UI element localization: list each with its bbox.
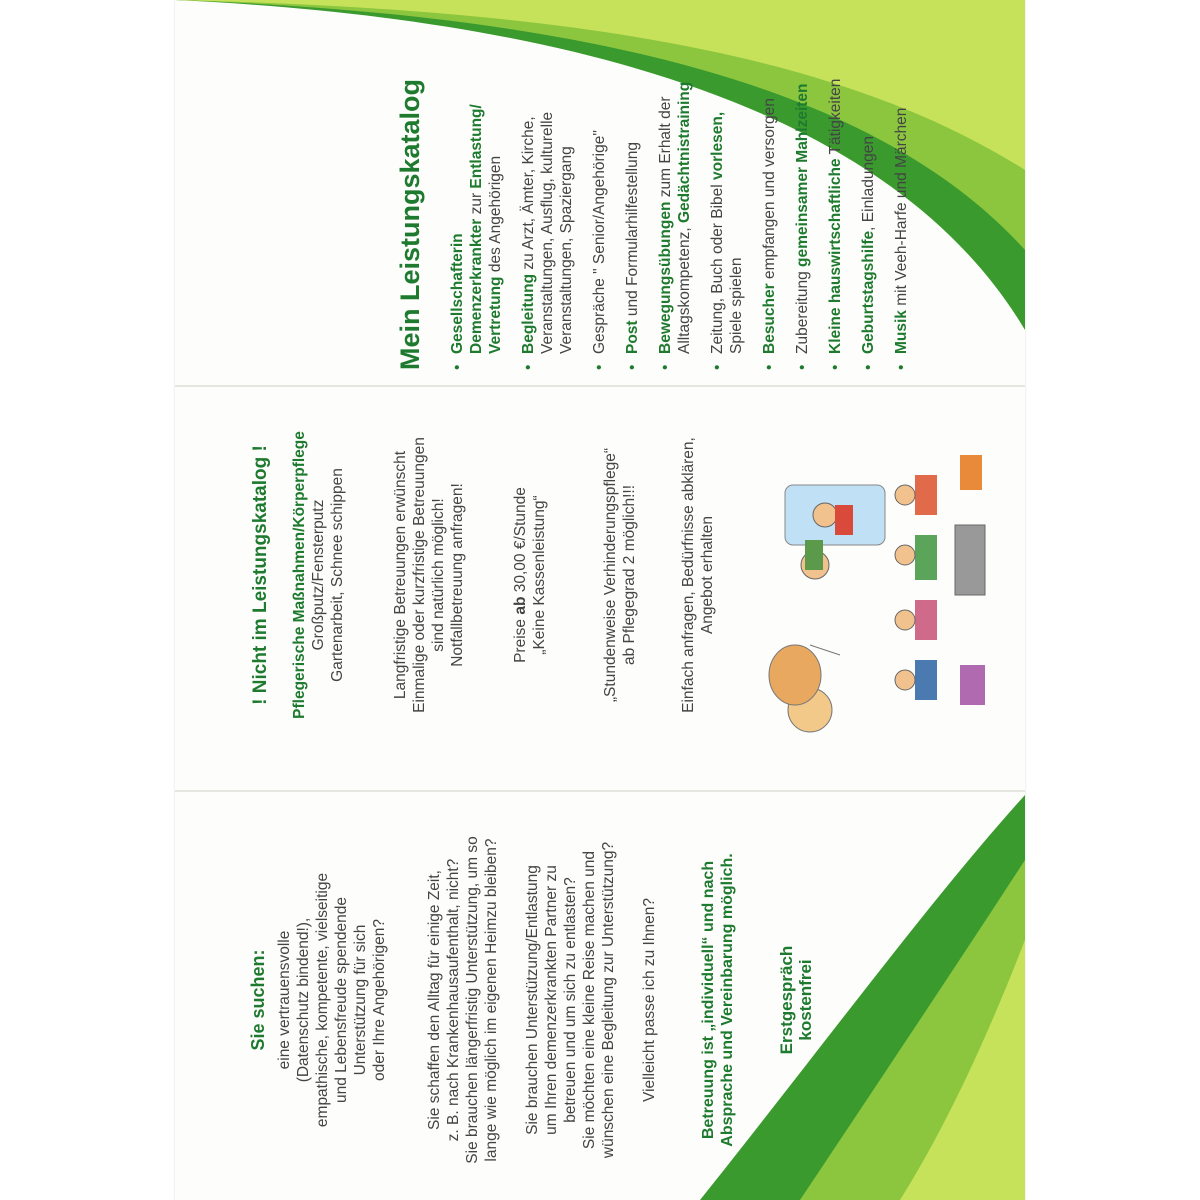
intro-line: eine vertrauensvolle bbox=[276, 930, 293, 1070]
catalog-item-text: , Einladungen bbox=[860, 136, 877, 231]
person-couple-boat-icon bbox=[785, 485, 885, 579]
catalog-item-highlight: Geburtstagshilfe bbox=[860, 230, 877, 354]
catalog-item-highlight: Bewegungsübungen bbox=[657, 201, 674, 354]
person-grandma-icon bbox=[769, 645, 840, 732]
excluded-list bbox=[290, 390, 347, 760]
catalog-item-text: Zubereitung bbox=[794, 266, 811, 354]
question-line: um Ihren demenzerkrankten Partner zu bbox=[543, 865, 560, 1135]
question-line: lange wie möglich im eigenen Heimzu bleiben? bbox=[483, 838, 500, 1162]
catalog-item bbox=[623, 30, 642, 370]
catalog-item-highlight: Besucher bbox=[761, 283, 778, 354]
search-question-1 bbox=[425, 810, 501, 1190]
catalog-item bbox=[519, 30, 576, 370]
search-title: Sie suchen: bbox=[248, 949, 268, 1051]
question-line: Sie möchten eine kleine Reise machen und bbox=[581, 850, 598, 1150]
catalog-item-text: Veranstaltungen, Ausflug, kulturelle bbox=[539, 111, 556, 354]
request-text bbox=[679, 390, 717, 760]
catalog-item bbox=[590, 30, 609, 370]
catalog-item-text: und Formularhilfestellung bbox=[624, 142, 641, 321]
catalog-item-highlight: Gedächtnistraining bbox=[676, 81, 693, 224]
excluded-line-cleaning: Großputz/Fensterputz bbox=[310, 499, 327, 651]
price-bold: ab bbox=[512, 596, 529, 615]
question-line: wünschen eine Begleitung zur Unterstützung? bbox=[600, 841, 617, 1159]
catalog-item-text: empfangen und versorgen bbox=[761, 98, 778, 284]
catalog-item-text: Gespräche " Senior/Angehörige" bbox=[591, 130, 608, 354]
catalog-item-text: Spiele spielen bbox=[728, 257, 745, 354]
intro-line: und Lebensfreude spendende bbox=[333, 897, 350, 1103]
person-group-icon bbox=[895, 455, 985, 705]
long-term-line: Notfallbetreuung anfragen! bbox=[449, 483, 466, 667]
intro-line: oder Ihre Angehörigen? bbox=[371, 918, 388, 1082]
catalog-item-highlight: Kleine hauswirtschaftliche bbox=[827, 158, 844, 354]
intro-line: (Datenschutz bindend!), bbox=[295, 917, 312, 1083]
search-panel bbox=[248, 810, 815, 1190]
intro-line: empathische, kompetente, vielseitige bbox=[314, 872, 331, 1128]
search-intro bbox=[275, 810, 389, 1190]
note-line: Betreuung ist „individuell“ und nach bbox=[700, 860, 717, 1140]
catalog-item bbox=[859, 30, 878, 370]
catalog-item-highlight: Entlastung/ bbox=[468, 104, 485, 189]
search-question-3: Vielleicht passe ich zu Ihnen? bbox=[641, 898, 658, 1102]
price-note: „Keine Kassenleistung“ bbox=[531, 495, 548, 655]
catalog-item bbox=[656, 30, 694, 370]
catalog-item-highlight: gemeinsamer Mahlzeiten bbox=[794, 83, 811, 267]
price-prefix: Preise bbox=[512, 614, 529, 663]
catalog-item-highlight: Gesellschafterin bbox=[449, 233, 466, 354]
hourly-line: „Stundenweise Verhinderungspflege“ bbox=[602, 447, 619, 703]
free-line: kostenfrei bbox=[796, 959, 815, 1041]
note-line: Absprache und Vereinbarung möglich. bbox=[719, 853, 736, 1147]
catalog-item-text: zur bbox=[468, 188, 485, 219]
search-question-2 bbox=[523, 810, 618, 1190]
catalog-item-highlight: vorlesen, bbox=[709, 111, 726, 180]
price-value: 30,00 €/Stunde bbox=[512, 487, 529, 597]
catalog-item-text: Zeitung, Buch oder Bibel bbox=[709, 179, 726, 354]
question-line: betreuen und um sich zu entlasten? bbox=[562, 877, 579, 1123]
catalog-item-text: zum Erhalt der bbox=[657, 96, 674, 202]
catalog-item bbox=[448, 30, 505, 370]
catalog-list bbox=[448, 30, 911, 370]
excluded-panel bbox=[250, 390, 810, 760]
catalog-item-text: Veranstaltungen, Spaziergang bbox=[558, 146, 575, 354]
question-line: z. B. nach Krankenhausaufenthalt, nicht? bbox=[445, 858, 462, 1142]
hourly-care-text bbox=[601, 390, 639, 760]
excluded-line-care: Pflegerische Maßnahmen/Körperpflege bbox=[291, 431, 308, 719]
long-term-text bbox=[391, 390, 467, 760]
question-line: Sie schaffen den Alltag für einige Zeit, bbox=[426, 870, 443, 1130]
long-term-line: sind natürlich möglich! bbox=[430, 498, 447, 652]
catalog-item bbox=[760, 30, 779, 370]
free-consultation bbox=[777, 810, 815, 1190]
request-line: Einfach anfragen, Bedürfnisse abklären, bbox=[680, 437, 697, 713]
catalog-item bbox=[826, 30, 845, 370]
catalog-item-text: Alltagskompetenz, bbox=[676, 223, 693, 354]
catalog-item-text: zu Arzt, Ämter, Kirche, bbox=[520, 116, 537, 274]
catalog-item-highlight: Begleitung bbox=[520, 273, 537, 354]
catalog-item bbox=[793, 30, 812, 370]
question-line: Sie brauchen Unterstützung/Entlastung bbox=[524, 865, 541, 1135]
free-line: Erstgespräch bbox=[777, 945, 796, 1055]
catalog-item-highlight: Vertretung bbox=[487, 276, 504, 354]
long-term-line: Einmalige oder kurzfristige Betreuungen bbox=[411, 437, 428, 713]
catalog-item bbox=[892, 30, 911, 370]
excluded-line-garden: Gartenarbeit, Schnee schippen bbox=[329, 468, 346, 682]
question-line: Sie brauchen längerfristig Unterstützung, um so bbox=[464, 836, 481, 1164]
intro-line: Unterstützung für sich bbox=[352, 924, 369, 1076]
catalog-item-highlight: Demenzerkrankter bbox=[468, 218, 485, 354]
catalog-item-text: Tätigkeiten bbox=[827, 78, 844, 159]
excluded-title: ! Nicht im Leistungskatalog ! bbox=[250, 445, 271, 705]
individual-care-note bbox=[699, 810, 737, 1190]
catalog-panel bbox=[395, 30, 995, 370]
price-text bbox=[511, 390, 549, 760]
hourly-line: ab Pflegegrad 2 möglich!!! bbox=[621, 484, 638, 666]
request-line: Angebot erhalten bbox=[699, 515, 716, 635]
catalog-item-text: des Angehörigen bbox=[487, 155, 504, 277]
catalog-item-highlight: Post bbox=[624, 320, 641, 354]
catalog-title: Mein Leistungskatalog bbox=[395, 78, 425, 370]
people-illustration bbox=[765, 415, 1000, 745]
catalog-item bbox=[708, 30, 746, 370]
catalog-item-text: mit Veeh-Harfe und Märchen bbox=[893, 107, 910, 311]
catalog-item-highlight: Musik bbox=[893, 310, 910, 354]
long-term-line: Langfristige Betreuungen erwünscht bbox=[392, 450, 409, 700]
